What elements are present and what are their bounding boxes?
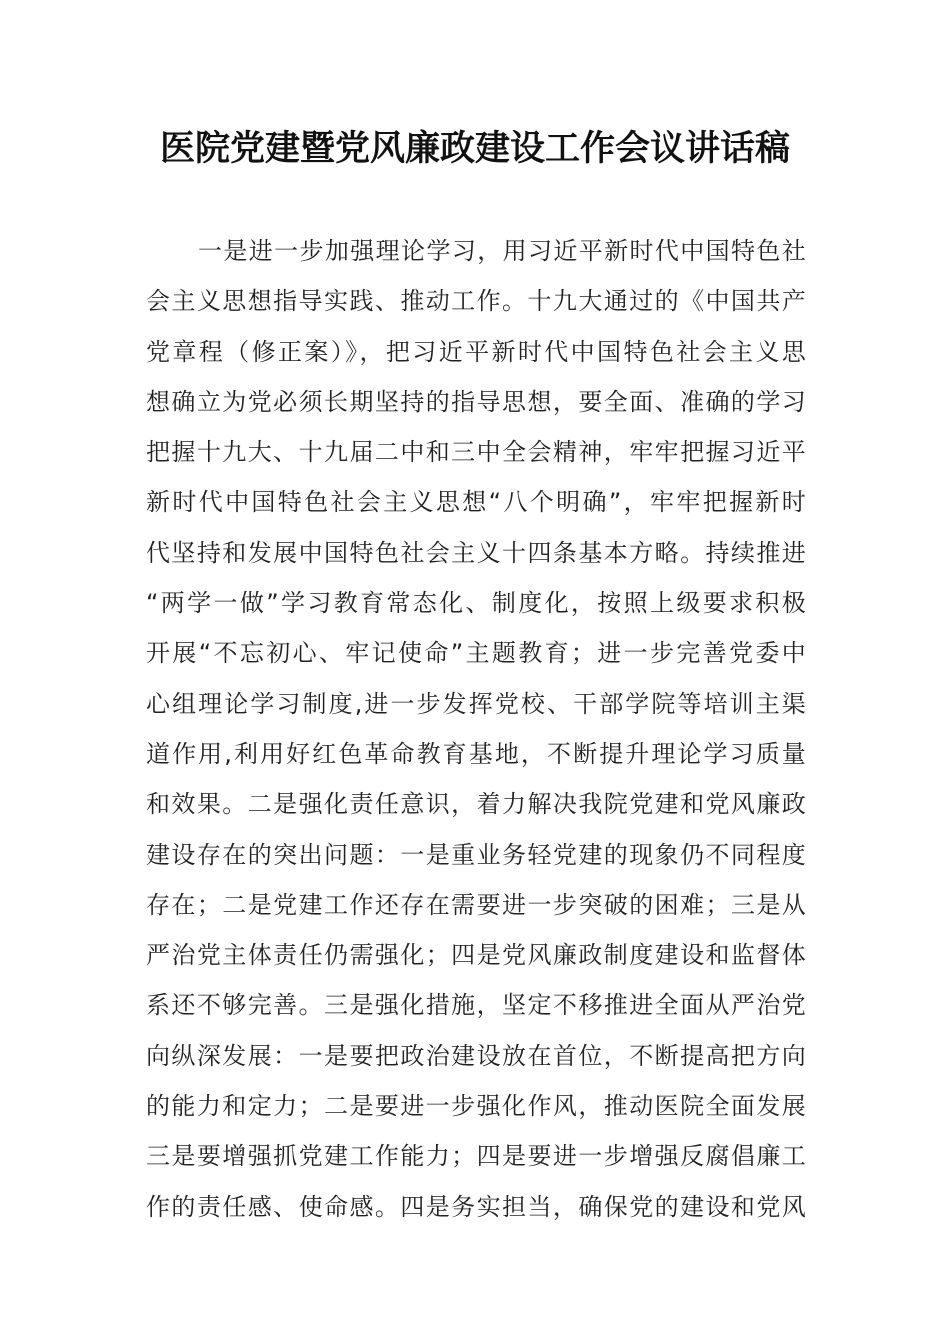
body-line: 党章程（修正案）》，把习近平新时代中国特色社会主义思: [146, 337, 806, 366]
body-line: 存在；二是党建工作还存在需要进一步突破的困难；三是从: [146, 890, 806, 919]
body-line: 严治党主体责任仍需强化；四是党风廉政制度建设和监督体: [146, 941, 806, 970]
body-line: 和效果。二是强化责任意识，着力解决我院党建和党风廉政: [146, 790, 806, 819]
body-line: 代坚持和发展中国特色社会主义十四条基本方略。持续推进: [146, 538, 806, 567]
body-line: 作的责任感、使命感。四是务实担当，确保党的建设和党风: [146, 1192, 806, 1221]
body-line: 开展“不忘初心、牢记使命”主题教育；进一步完善党委中: [146, 639, 806, 668]
body-line: 系还不够完善。三是强化措施，坚定不移推进全面从严治党: [146, 991, 806, 1020]
body-line: 会主义思想指导实践、推动工作。十九大通过的《中国共产: [146, 287, 806, 316]
body-line: 的能力和定力；二是要进一步强化作风，推动医院全面发展: [146, 1092, 806, 1121]
body-line: 向纵深发展：一是要把政治建设放在首位，不断提高把方向: [146, 1041, 806, 1070]
body-line: “两学一做”学习教育常态化、制度化，按照上级要求积极: [146, 589, 806, 618]
body-line: 建设存在的突出问题：一是重业务轻党建的现象仍不同程度: [146, 840, 806, 869]
document-body: [146, 226, 806, 1232]
document-title: 医院党建暨党风廉政建设工作会议讲话稿: [159, 128, 790, 169]
body-line: 三是要增强抓党建工作能力；四是要进一步增强反腐倡廉工: [146, 1142, 806, 1171]
body-line: 想确立为党必须长期坚持的指导思想，要全面、准确的学习: [146, 387, 806, 416]
body-line: 心组理论学习制度,进一步发挥党校、干部学院等培训主渠: [146, 689, 806, 718]
body-line: 把握十九大、十九届二中和三中全会精神，牢牢把握习近平: [146, 438, 806, 467]
body-line: 道作用,利用好红色革命教育基地，不断提升理论学习质量: [146, 739, 806, 768]
body-line: 一是进一步加强理论学习，用习近平新时代中国特色社: [198, 237, 806, 265]
body-line: 新时代中国特色社会主义思想“八个明确”，牢牢把握新时: [146, 488, 806, 517]
